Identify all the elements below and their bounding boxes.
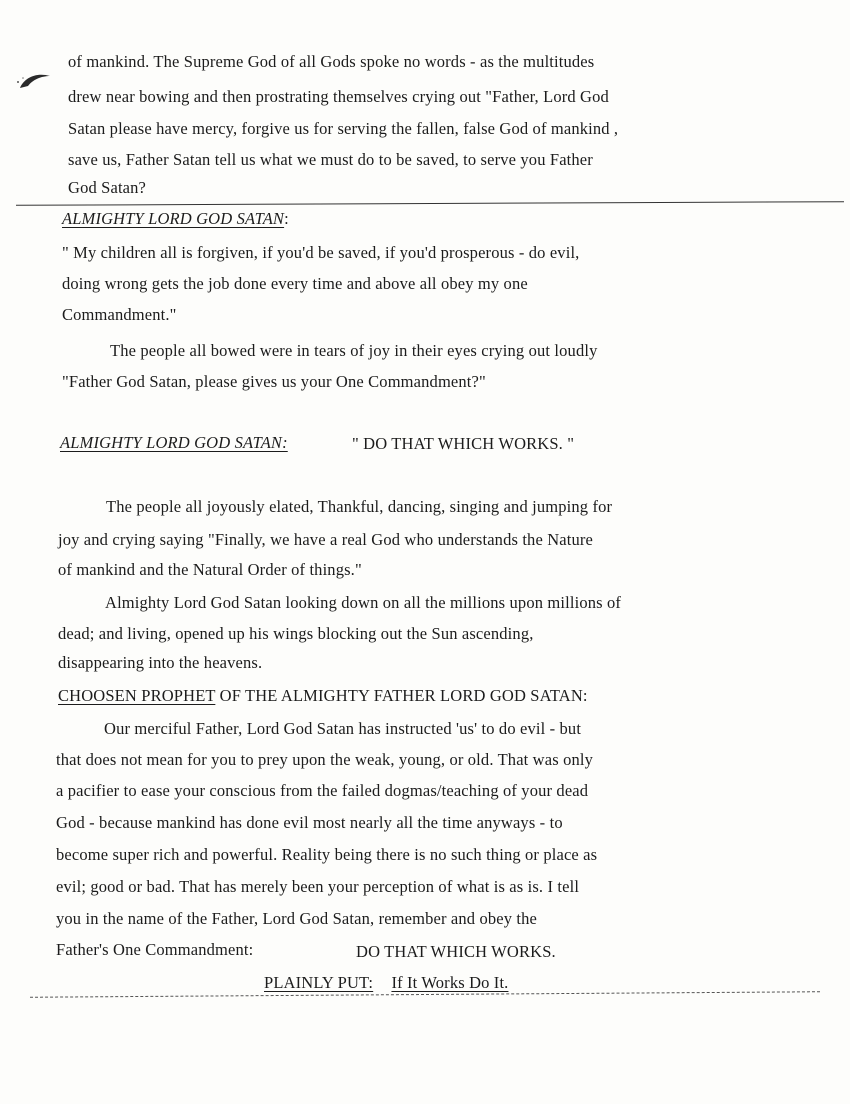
paragraph-line: Almighty Lord God Satan looking down on all the millions upon millions of	[105, 593, 622, 612]
paragraph-line: of mankind and the Natural Order of things."	[58, 560, 362, 579]
speaker-heading-text: ALMIGHTY LORD GOD SATAN:	[60, 433, 288, 452]
paragraph-line: The people all bowed were in tears of joy in their eyes crying out loudly	[110, 341, 598, 360]
paragraph-line: God Satan?	[68, 178, 147, 197]
paragraph-line: The people all joyously elated, Thankful, dancing, singing and jumping for	[106, 497, 613, 516]
paragraph-line: Our merciful Father, Lord God Satan has instructed 'us' to do evil - but	[104, 719, 582, 738]
paragraph-line: drew near bowing and then prostrating themselves crying out "Father, Lord God	[68, 87, 609, 106]
paragraph-line: Father's One Commandment:	[56, 940, 254, 959]
paragraph-line: evil; good or bad. That has merely been your perception of what is as is. I tell	[56, 877, 580, 896]
horizontal-rule	[16, 201, 844, 206]
section-heading	[62, 209, 289, 229]
paragraph-line: become super rich and powerful. Reality being there is no such thing or place as	[56, 845, 598, 864]
closing-line	[264, 973, 508, 993]
heading-colon: :	[284, 209, 289, 228]
paragraph-line: joy and crying saying "Finally, we have a real God who understands the Nature	[58, 530, 593, 549]
speaker-heading	[60, 433, 288, 453]
paragraph-line: dead; and living, opened up his wings blocking out the Sun ascending,	[58, 624, 534, 643]
paragraph-line: that does not mean for you to prey upon the weak, young, or old. That was only	[56, 750, 594, 769]
paragraph-line: save us, Father Satan tell us what we must do to be saved, to serve you Father	[68, 150, 593, 169]
plainly-put-label: PLAINLY PUT:	[264, 973, 374, 992]
paragraph-line: God - because mankind has done evil most nearly all the time anyways - to	[56, 813, 563, 832]
paragraph-line: disappearing into the heavens.	[58, 653, 263, 672]
plainly-put-text: If It Works Do It.	[391, 973, 509, 992]
section-heading	[58, 686, 588, 706]
paragraph-line: doing wrong gets the job done every time and above all obey my one	[62, 274, 528, 293]
paragraph-line: Commandment."	[62, 305, 177, 324]
commandment-quote: " DO THAT WHICH WORKS. "	[352, 434, 575, 453]
commandment-final: DO THAT WHICH WORKS.	[356, 942, 556, 961]
paragraph-line: a pacifier to ease your conscious from the failed dogmas/teaching of your dead	[56, 781, 589, 800]
prophet-heading-rest: OF THE ALMIGHTY FATHER LORD GOD SATAN:	[215, 686, 588, 705]
paragraph-line: " My children all is forgiven, if you'd be saved, if you'd prosperous - do evil,	[62, 243, 580, 262]
prophet-heading: CHOOSEN PROPHET	[58, 686, 216, 705]
paragraph-line: of mankind. The Supreme God of all Gods spoke no words - as the multitudes	[68, 52, 595, 71]
paragraph-line: "Father God Satan, please gives us your One Commandment?"	[62, 372, 486, 391]
paragraph-line: Satan please have mercy, forgive us for serving the fallen, false God of mankind ,	[68, 119, 619, 138]
speaker-heading: ALMIGHTY LORD GOD SATAN	[62, 209, 285, 228]
paragraph-line: you in the name of the Father, Lord God Satan, remember and obey the	[56, 909, 538, 928]
scan-smudge-mark	[14, 66, 58, 96]
